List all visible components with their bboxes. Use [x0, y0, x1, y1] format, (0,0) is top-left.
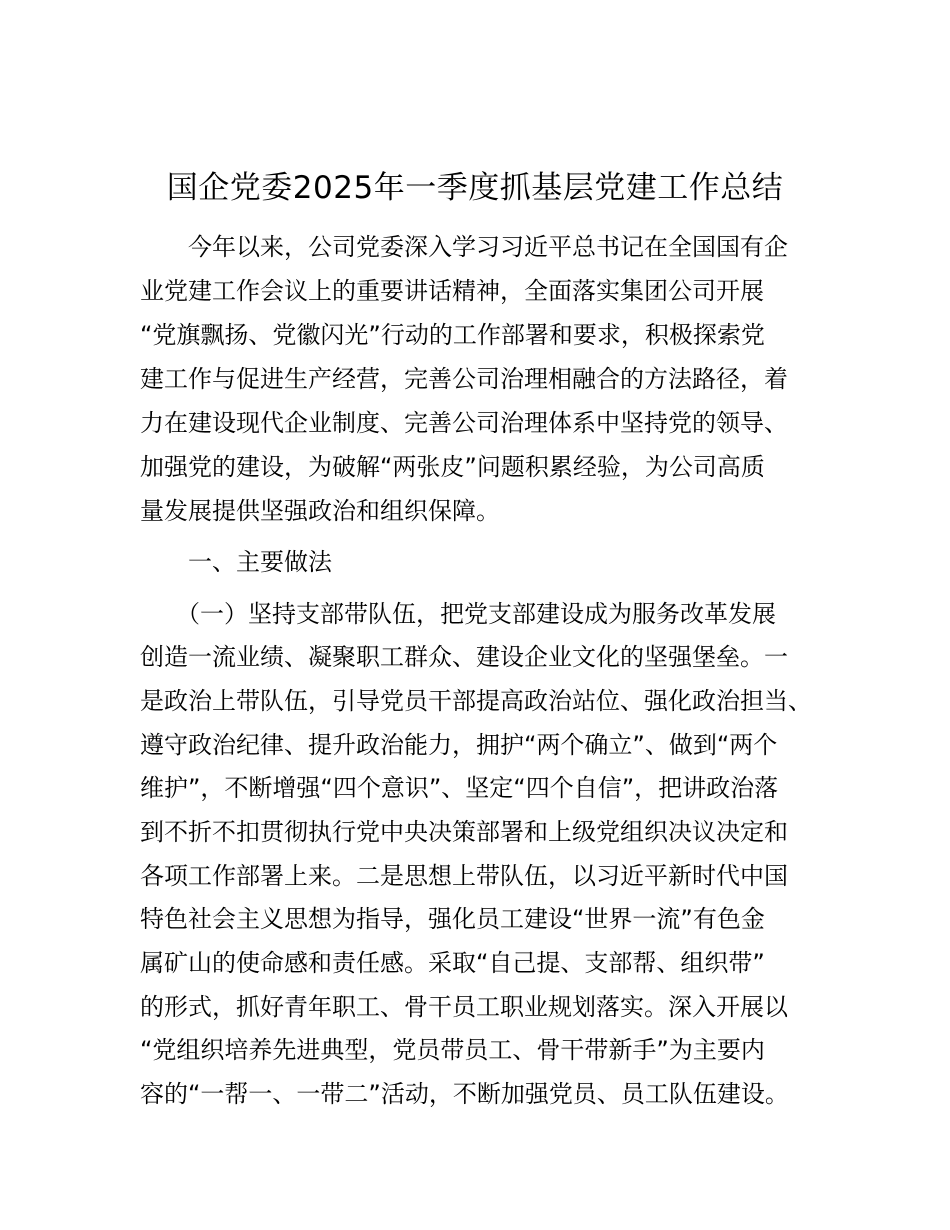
paragraph-line: 各项工作部署上来。二是思想上带队伍，以习近平新时代中国: [140, 862, 788, 890]
paragraph-line: 创造一流业绩、凝聚职工群众、建设企业文化的坚强堡垒。一: [140, 643, 788, 671]
paragraph-line: 加强党的建设，为破解“两张皮”问题积累经验，为公司高质: [140, 453, 765, 481]
paragraph-line: 遵守政治纪律、提升政治能力，拥护“两个确立”、做到“两个: [140, 731, 778, 759]
section-heading: 一、主要做法: [140, 548, 332, 576]
paragraph-line: 力在建设现代企业制度、完善公司治理体系中坚持党的领导、: [140, 409, 788, 437]
paragraph-line: 的形式，抓好青年职工、骨干员工职业规划落实。深入开展以: [140, 993, 788, 1021]
paragraph-line: 是政治上带队伍，引导党员干部提高政治站位、强化政治担当、: [140, 687, 812, 715]
paragraph-line: “党旗飘扬、党徽闪光”行动的工作部署和要求，积极探索党: [140, 321, 765, 349]
paragraph-line: 到不折不扣贯彻执行党中央决策部署和上级党组织决议决定和: [140, 818, 788, 846]
paragraph-line: 维护”，不断增强“四个意识”、坚定“四个自信”，把讲政治落: [140, 774, 779, 802]
paragraph-line: 今年以来，公司党委深入学习习近平总书记在全国国有企: [140, 233, 788, 261]
document-title: 国企党委2025年一季度抓基层党建工作总结: [166, 170, 784, 206]
paragraph-line: 建工作与促进生产经营，完善公司治理相融合的方法路径，着: [140, 365, 788, 393]
paragraph-line: 特色社会主义思想为指导，强化员工建设“世界一流”有色金: [140, 905, 765, 933]
paragraph-line: 属矿山的使命感和责任感。采取“自己提、支部帮、组织带”: [140, 949, 765, 977]
paragraph-line: 量发展提供坚强政治和组织保障。: [140, 497, 500, 525]
paragraph-line: 业党建工作会议上的重要讲话精神，全面落实集团公司开展: [140, 277, 764, 305]
paragraph-line: “党组织培养先进典型，党员带员工、骨干带新手”为主要内: [140, 1036, 765, 1064]
paragraph-line: （一）坚持支部带队伍，把党支部建设成为服务改革发展: [140, 600, 776, 628]
paragraph-line: 容的“一帮一、一带二”活动，不断加强党员、员工队伍建设。: [140, 1080, 789, 1108]
